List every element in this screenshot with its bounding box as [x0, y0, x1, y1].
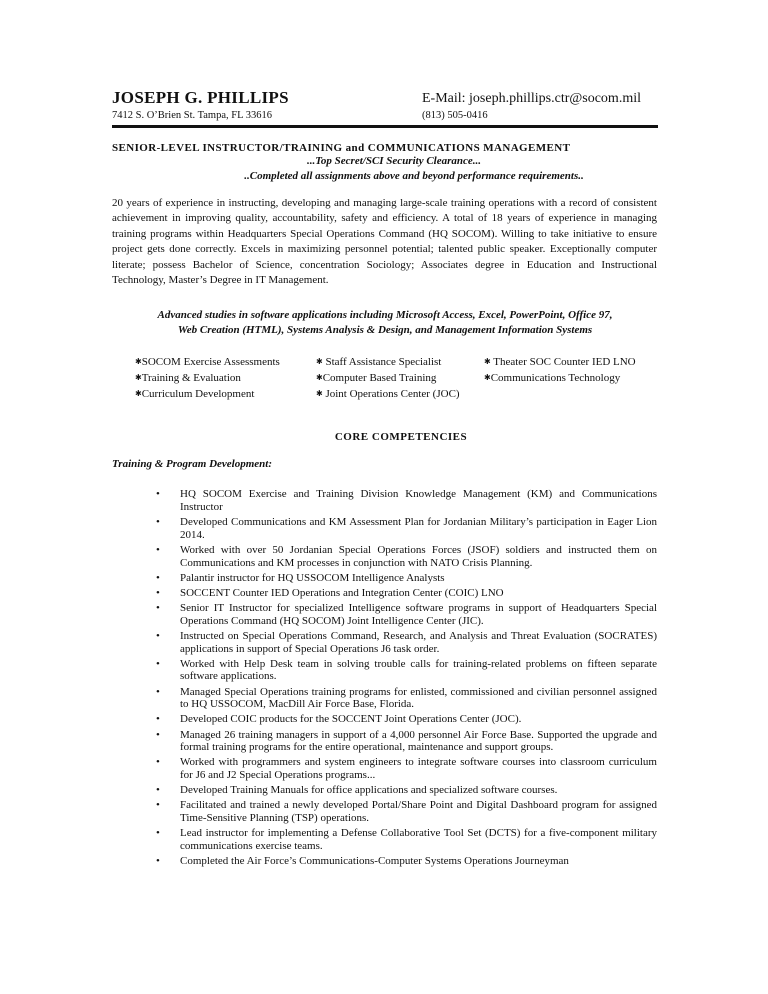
bullet-icon: • — [156, 728, 160, 741]
bullet-icon: • — [156, 601, 160, 614]
asterisk-icon: ✱ — [316, 373, 323, 382]
email-address: E-Mail: joseph.phillips.ctr@socom.mil — [422, 91, 641, 106]
list-item-text: Developed COIC products for the SOCCENT Joint Operations Center (JOC). — [180, 713, 522, 726]
list-item-text: SOCCENT Counter IED Operations and Integration Center (COIC) LNO — [180, 586, 504, 599]
list-item — [150, 587, 657, 600]
list-item-text: Senior IT Instructor for specialized Intelligence software programs in support of Headquarters Special Operations Command (HQ SOCOM) Joint Intelligence Center (JIC). — [180, 601, 657, 627]
bullet-icon: • — [156, 756, 160, 769]
skills-column-3 — [484, 354, 636, 386]
bullet-icon: • — [156, 543, 160, 556]
list-item — [150, 516, 657, 542]
list-item-text: Worked with programmers and system engineers to integrate software courses into classroom curriculum for J6 and J2 Special Operations programs... — [180, 756, 657, 782]
asterisk-icon: ✱ — [135, 357, 142, 366]
list-item-text: Developed Training Manuals for office applications and specialized software courses. — [180, 784, 558, 797]
list-item-text: Instructed on Special Operations Command, Research, and Analysis and Threat Evaluation (SOCRATES) applications in support of Special Operations J6 task order. — [180, 629, 657, 655]
list-item — [150, 602, 657, 628]
skill-item: ✱ Staff Assistance Specialist — [316, 356, 442, 368]
skill-item: ✱SOCOM Exercise Assessments — [135, 356, 280, 368]
list-item — [150, 658, 657, 684]
bullet-icon: • — [156, 855, 160, 868]
bullet-icon: • — [156, 629, 160, 642]
skill-item: ✱Communications Technology — [484, 372, 621, 384]
list-item-text: Palantir instructor for HQ USSOCOM Intelligence Analysts — [180, 571, 445, 584]
list-item-text: Worked with over 50 Jordanian Special Operations Forces (JSOF) soldiers and instructed them on Communications and KM processes in conjunction with NATO Crisis Planning. — [180, 543, 657, 569]
list-item — [150, 729, 657, 755]
list-item-text: Managed 26 training managers in support of a 4,000 personnel Air Force Base. Supported the upgrade and formal training programs for the entire operational, maintenance and support groups. — [180, 728, 657, 754]
asterisk-icon: ✱ — [484, 373, 491, 382]
clearance-line: ...Top Secret/SCI Security Clearance... — [306, 155, 482, 167]
skill-item: ✱Curriculum Development — [135, 388, 255, 400]
list-item — [150, 784, 657, 797]
list-item-text: Lead instructor for implementing a Defense Collaborative Tool Set (DCTS) for a five-component military communications exercise teams. — [180, 827, 657, 853]
asterisk-icon: ✱ — [484, 357, 491, 366]
skill-item: ✱ Joint Operations Center (JOC) — [316, 388, 460, 400]
studies-block — [112, 308, 658, 338]
list-item — [150, 686, 657, 712]
asterisk-icon: ✱ — [316, 389, 323, 398]
bullet-icon: • — [156, 488, 160, 500]
list-item — [150, 756, 657, 782]
header-divider — [112, 125, 658, 128]
phone-number: (813) 505-0416 — [422, 110, 488, 121]
list-item-text: Facilitated and trained a newly developed Portal/Share Point and Digital Dashboard program for assigned Time-Sensitive Planning (TSP) operations. — [180, 799, 657, 825]
postal-address: 7412 S. O’Brien St. Tampa, FL 33616 — [112, 110, 272, 121]
list-item — [150, 827, 657, 853]
performance-line: ..Completed all assignments above and beyond performance requirements.. — [244, 170, 584, 182]
list-item-text: Completed the Air Force’s Communications-Computer Systems Operations Journeyman — [180, 855, 569, 868]
candidate-name: JOSEPH G. PHILLIPS — [112, 88, 289, 107]
bullet-icon: • — [156, 685, 160, 698]
bullet-icon: • — [156, 571, 160, 584]
list-item-text: HQ SOCOM Exercise and Training Division Knowledge Management (KM) and Communications Instructor — [180, 488, 657, 513]
skill-item: ✱Computer Based Training — [316, 372, 437, 384]
headline-title: SENIOR-LEVEL INSTRUCTOR/TRAINING and COMMUNICATIONS MANAGEMENT — [112, 142, 571, 154]
bullet-icon: • — [156, 586, 160, 599]
asterisk-icon: ✱ — [135, 373, 142, 382]
studies-line-2: Web Creation (HTML), Systems Analysis & Design, and Management Information Systems — [177, 324, 593, 336]
list-item-text: Worked with Help Desk team in solving trouble calls for training-related problems on fifteen separate software applications. — [180, 657, 657, 683]
bullet-icon: • — [156, 827, 160, 840]
bullet-icon: • — [156, 515, 160, 528]
studies-line-1: Advanced studies in software applications including Microsoft Access, Excel, PowerPoint, Office 97, — [157, 309, 613, 321]
training-section-title: Training & Program Development: — [112, 458, 273, 470]
list-item-text: Managed Special Operations training programs for enlisted, commissioned and civilian personnel assigned to HQ USSOCOM, MacDill Air Force Base, Florida. — [180, 685, 657, 711]
bullet-icon: • — [156, 713, 160, 726]
list-item — [150, 572, 657, 585]
list-item — [150, 713, 657, 726]
competency-list — [150, 488, 657, 870]
skill-item: ✱Training & Evaluation — [135, 372, 241, 384]
skill-item: ✱ Theater SOC Counter IED LNO — [484, 356, 636, 368]
list-item — [150, 855, 657, 868]
summary-paragraph: 20 years of experience in instructing, developing and managing large-scale training operations with a record of consistent achievement in improving quality, accountability, safety and efficiency. A total of 18 years of experience in managing training programs within Headquarters Special Operations Command (HQ SOCOM). Willing to take initiative to ensure project gets done correctly. Excels in maximizing personnel potential; talented public speaker. Exceptionally computer literate; possess Bachelor of Science, concentration Sociology; Associates degree in Education and Instructional Technology, Master’s Degree in IT Management. — [112, 197, 657, 287]
list-item — [150, 799, 657, 825]
list-item — [150, 544, 657, 570]
list-item — [150, 630, 657, 656]
bullet-icon: • — [156, 784, 160, 797]
asterisk-icon: ✱ — [316, 357, 323, 366]
asterisk-icon: ✱ — [135, 389, 142, 398]
bullet-icon: • — [156, 799, 160, 812]
core-competencies-heading: CORE COMPETENCIES — [334, 431, 468, 443]
list-item-text: Developed Communications and KM Assessment Plan for Jordanian Military’s participation in Eager Lion 2014. — [180, 515, 657, 541]
skills-column-1 — [135, 354, 280, 402]
list-item — [150, 488, 657, 514]
bullet-icon: • — [156, 657, 160, 670]
skills-column-2 — [316, 354, 460, 402]
